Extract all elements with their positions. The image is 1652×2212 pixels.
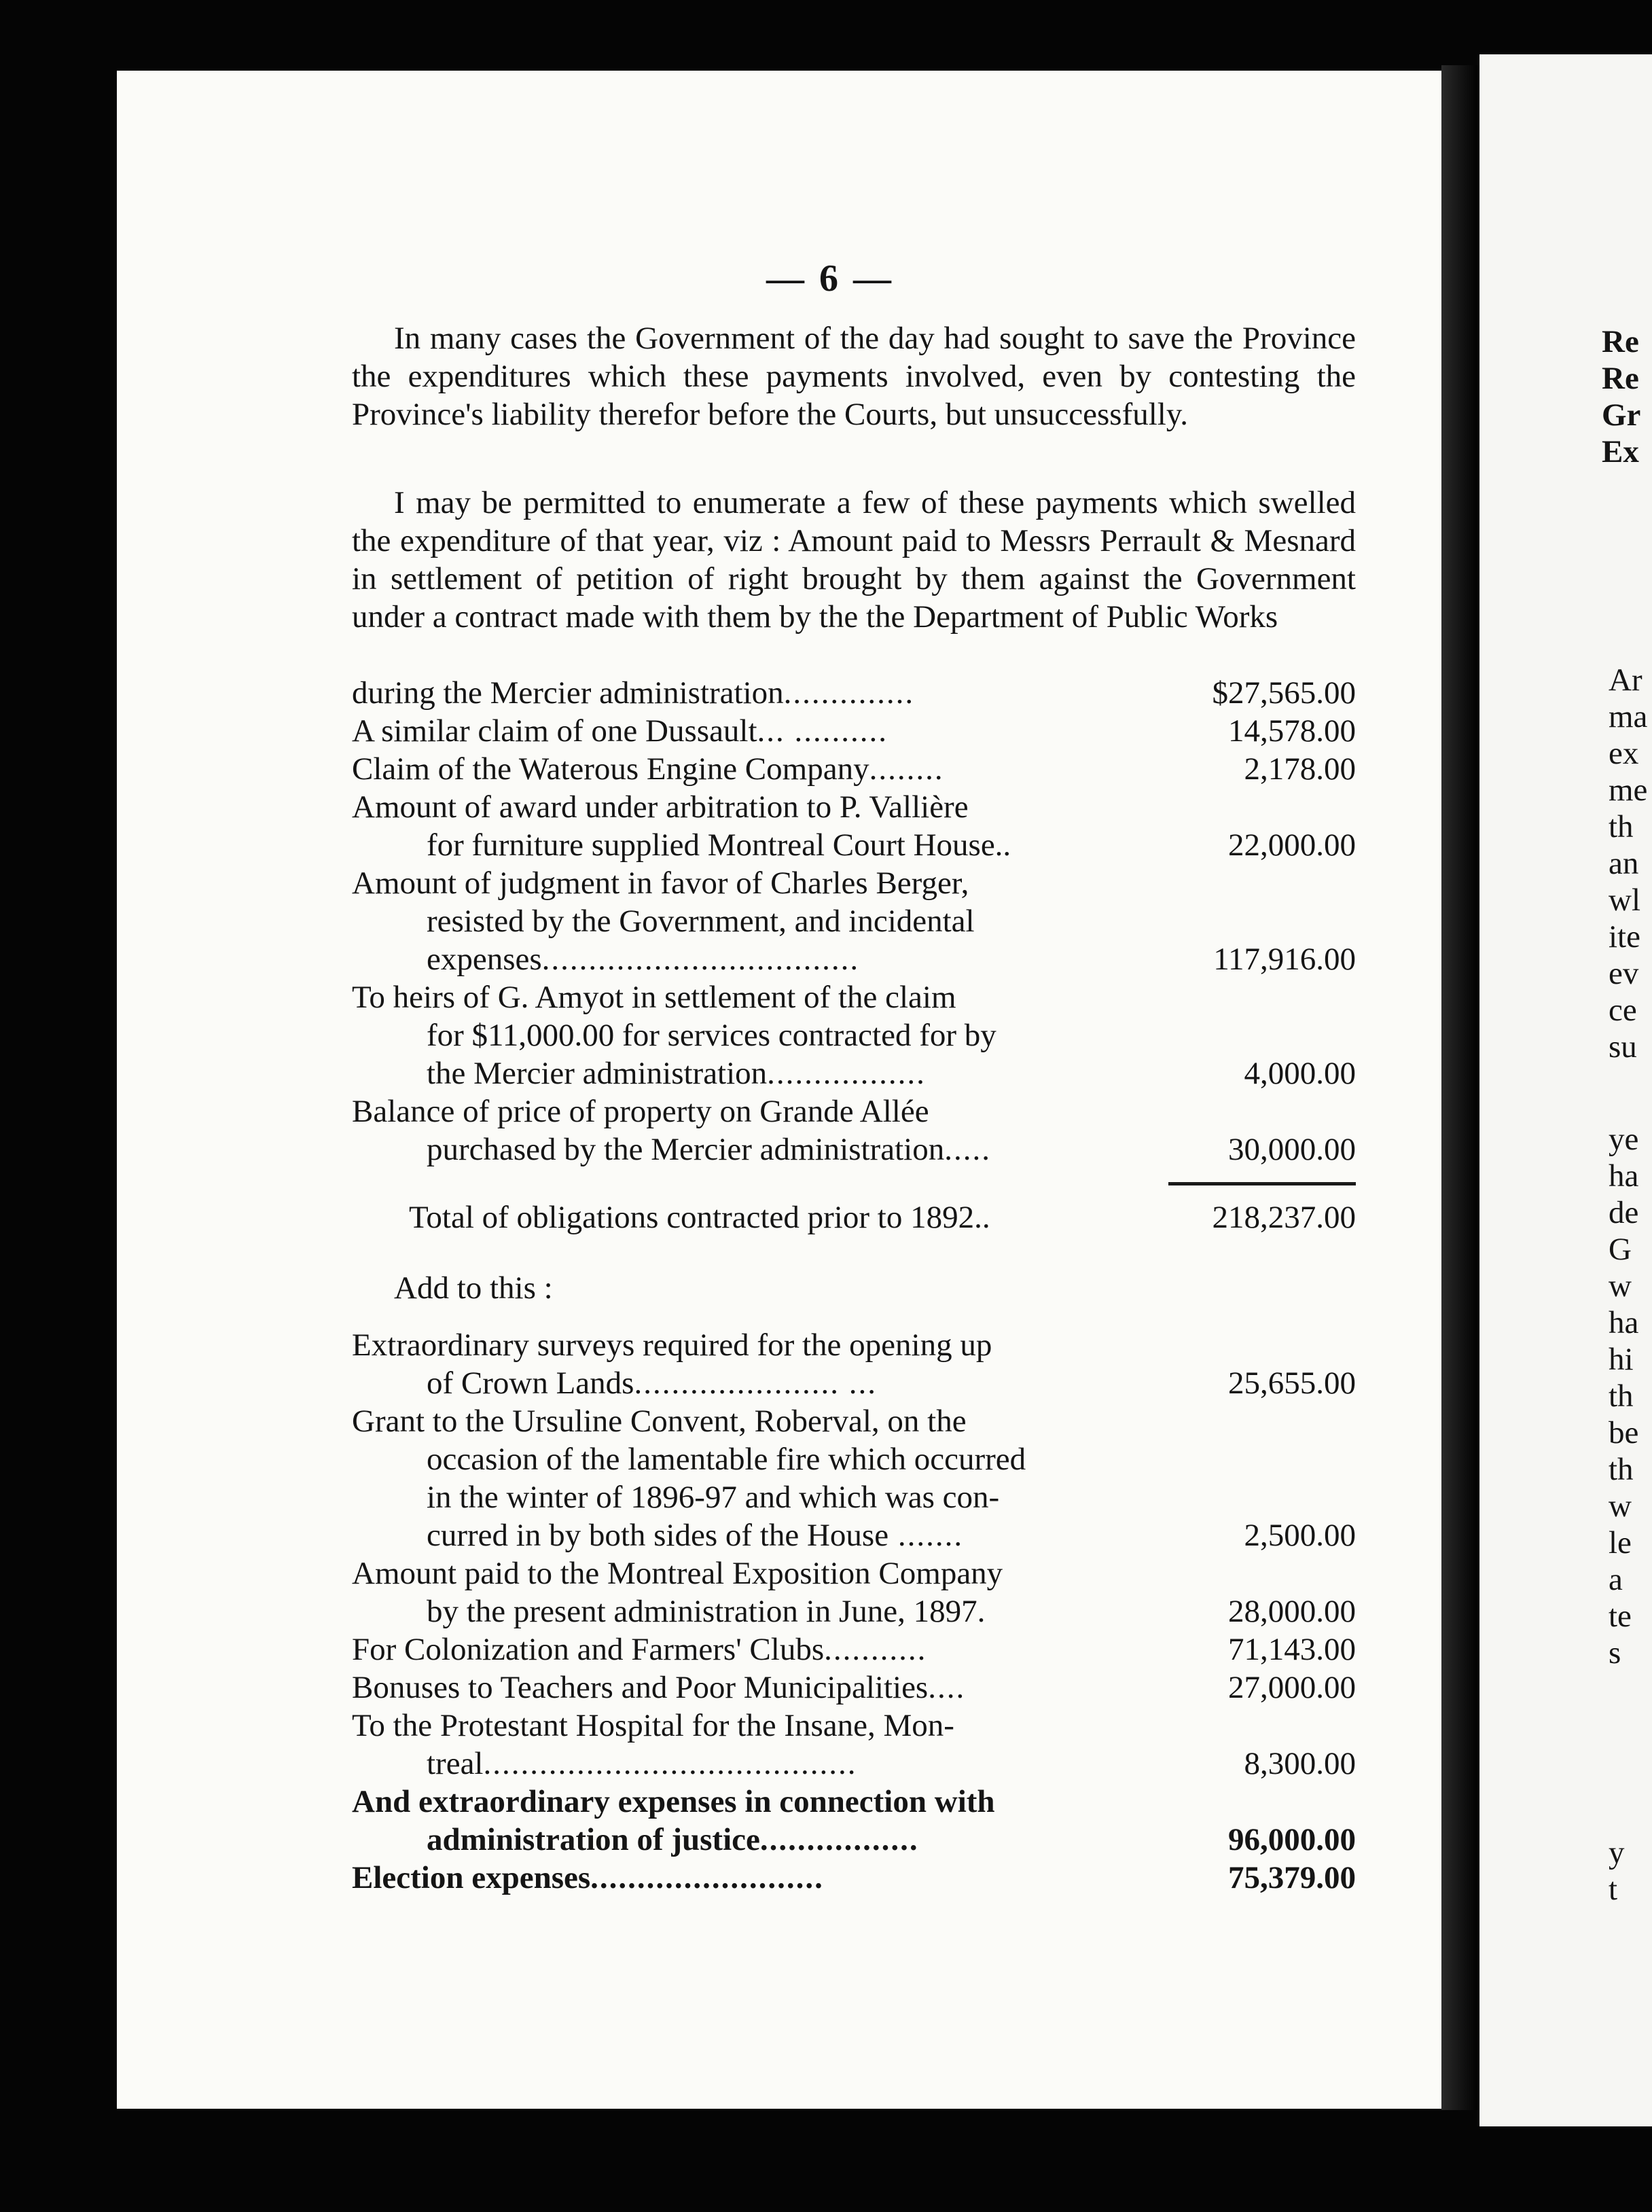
adjacent-page-fragment: wl [1609,882,1640,918]
leader-dots: ......................... [590,1860,824,1895]
book-gutter [1441,65,1479,2110]
adjacent-page-fragment: w [1609,1488,1632,1524]
entry-amount: 28,000.00 [1228,1594,1356,1629]
entry-continuation-line: occasion of the lamentable fire which occurred [427,1442,1026,1477]
total-rule [1168,1182,1356,1185]
entry-description [352,788,1167,864]
adjacent-page-fragment: ce [1609,993,1637,1028]
entry-amount: 2,500.00 [1244,1518,1356,1553]
ledger-entry [352,1669,1356,1707]
entry-description [352,1630,1167,1669]
entry-description [352,1092,1167,1169]
entry-first-line: Claim of the Waterous Engine Company........ [352,751,944,787]
ledger-entry [352,750,1356,788]
ledger-entry [352,1859,1356,1897]
add-to-this-label: Add to this : [394,1270,553,1306]
paragraph-1: In many cases the Government of the day had sought to save the Province the expenditures which these payments involved, even by contesting the Province's liability therefor before the Courts, but unsuccessfully. [352,321,1356,432]
entry-first-line: during the Mercier administration.............. [352,675,915,711]
entry-description [352,1707,1167,1783]
leader-dots: ..... [944,1132,991,1167]
ledger-entry [352,1402,1356,1554]
entry-first-line: Balance of price of property on Grande Allée [352,1094,929,1129]
ledger-entry [352,1092,1356,1169]
leader-dots: .............. [783,675,915,711]
entry-description [352,978,1167,1092]
entry-amount: 14,578.00 [1228,713,1356,749]
leader-dots: ....... [888,1518,964,1553]
entry-continuation-line: in the winter of 1896-97 and which was con- [427,1480,1000,1515]
entry-first-line: Amount of judgment in favor of Charles Berger, [352,866,969,901]
entry-first-line: To the Protestant Hospital for the Insane, Mon- [352,1708,954,1743]
adjacent-page-fragment: de [1609,1195,1639,1230]
adjacent-page-fragment: me [1609,772,1648,808]
adjacent-page-fragment: le [1609,1525,1632,1560]
ledger-entry [352,788,1356,864]
adjacent-page-fragment: an [1609,846,1639,881]
ledger-entry [352,1707,1356,1783]
ledger-entry [352,1783,1356,1859]
entry-description [352,1859,1167,1897]
total-label: Total of obligations contracted prior to 1892.. [409,1200,990,1235]
leader-dots: ... .......... [757,713,888,749]
leader-dots: .................................. [541,942,860,977]
adjacent-page-fragment: w [1609,1268,1632,1304]
entry-description [352,674,1167,712]
adjacent-page-fragment: Ex [1602,434,1639,469]
entry-amount: 2,178.00 [1244,751,1356,787]
entry-description [352,712,1167,750]
entry-description [352,1669,1167,1707]
obligations-ledger [352,674,1356,1169]
entry-amount: 27,000.00 [1228,1670,1356,1705]
entry-continuation-line: for furniture supplied Montreal Court House.. [427,827,1011,863]
entry-first-line: Extraordinary surveys required for the opening up [352,1327,992,1363]
entry-continuation-line: administration of justice................. [427,1822,919,1857]
entry-continuation-line: curred in by both sides of the House ....... [427,1518,964,1553]
entry-continuation-line: the Mercier administration................. [427,1056,926,1091]
entry-amount: 8,300.00 [1244,1746,1356,1781]
leader-dots: .... [928,1670,966,1705]
ledger-entry [352,712,1356,750]
entry-continuation-line: by the present administration in June, 1897. [427,1594,986,1629]
entry-continuation-line: of Crown Lands...................... ... [427,1366,877,1401]
entry-amount: 71,143.00 [1228,1632,1356,1667]
entry-description [352,1402,1167,1554]
entry-description [352,1783,1167,1859]
entry-first-line: Amount of award under arbitration to P. Vallière [352,789,969,825]
entry-description [352,750,1167,788]
paragraph-2: I may be permitted to enumerate a few of these payments which swelled the expenditure of that year, viz : Amount paid to Messrs Perrault & Mesnard in settlement of petition of right brought by them against the Government under a contract made with them by the the Department of Public Works [352,485,1356,635]
adjacent-page-edge [1479,54,1652,2126]
entry-amount: 96,000.00 [1228,1822,1356,1857]
leader-dots: ...................... ... [634,1366,877,1401]
entry-first-line: And extraordinary expenses in connection with [352,1784,995,1819]
adjacent-page-fragment: hi [1609,1342,1634,1377]
leader-dots: ................. [759,1822,919,1857]
adjacent-page-fragment: t [1609,1872,1618,1907]
adjacent-page-fragment: Ar [1609,662,1642,698]
adjacent-page-fragment: s [1609,1635,1621,1671]
entry-amount: 25,655.00 [1228,1366,1356,1401]
total-amount: 218,237.00 [1212,1200,1356,1235]
adjacent-page-fragment: th [1609,1452,1634,1487]
entry-first-line: Election expenses......................... [352,1860,824,1895]
entry-first-line: A similar claim of one Dussault... .......... [352,713,888,749]
entry-first-line: Grant to the Ursuline Convent, Roberval, on the [352,1404,967,1439]
entry-description [352,864,1167,978]
adjacent-page-fragment: ma [1609,699,1648,734]
entry-first-line: Amount paid to the Montreal Exposition Company [352,1556,1003,1591]
adjacent-page-fragment: ha [1609,1305,1639,1340]
adjacent-page-fragment: Re [1602,361,1639,396]
adjacent-page-fragment: su [1609,1029,1637,1065]
entry-first-line: Bonuses to Teachers and Poor Municipalities.... [352,1670,966,1705]
entry-amount: 75,379.00 [1228,1860,1356,1895]
leader-dots: ........................................ [483,1746,857,1781]
adjacent-page-fragment: ite [1609,919,1640,955]
ledger-entry [352,1326,1356,1402]
leader-dots: ................. [767,1056,926,1091]
leader-dots: ........... [824,1632,927,1667]
entry-first-line: For Colonization and Farmers' Clubs........... [352,1632,927,1667]
ledger-entry [352,864,1356,978]
entry-amount: 30,000.00 [1228,1132,1356,1167]
adjacent-page-fragment: ye [1609,1122,1639,1157]
adjacent-page-fragment: be [1609,1415,1639,1450]
ledger-entry [352,1554,1356,1630]
total-row [409,1198,1356,1236]
adjacent-page-fragment: Re [1602,324,1639,359]
entry-amount: 4,000.00 [1244,1056,1356,1091]
entry-first-line: To heirs of G. Amyot in settlement of the claim [352,980,956,1015]
ledger-entry [352,978,1356,1092]
adjacent-page-fragment: G [1609,1232,1632,1267]
adjacent-page-fragment: ha [1609,1158,1639,1194]
adjacent-page-fragment: Gr [1602,397,1641,433]
entry-continuation-line: purchased by the Mercier administration..... [427,1132,991,1167]
adjacent-page-fragment: th [1609,809,1634,844]
ledger-entry [352,674,1356,712]
page-number: — 6 — [766,257,894,300]
adjacent-page-fragment: ex [1609,736,1639,771]
entry-description [352,1554,1167,1630]
entry-continuation-line: treal........................................ [427,1746,857,1781]
entry-continuation-line: expenses.................................. [427,942,860,977]
entry-amount: 22,000.00 [1228,827,1356,863]
ledger-entry [352,1630,1356,1669]
adjacent-page-fragment: ev [1609,956,1639,991]
adjacent-page-fragment: y [1609,1835,1625,1870]
leader-dots: ........ [869,751,944,787]
additional-expenses-ledger [352,1326,1356,1897]
entry-amount: 117,916.00 [1213,942,1356,977]
entry-continuation-line: resisted by the Government, and incidental [427,904,975,939]
entry-description [352,1326,1167,1402]
adjacent-page-fragment: a [1609,1562,1623,1597]
adjacent-page-fragment: th [1609,1378,1634,1414]
entry-continuation-line: for $11,000.00 for services contracted for by [427,1018,996,1053]
adjacent-page-fragment: te [1609,1599,1632,1634]
entry-amount: $27,565.00 [1212,675,1356,711]
